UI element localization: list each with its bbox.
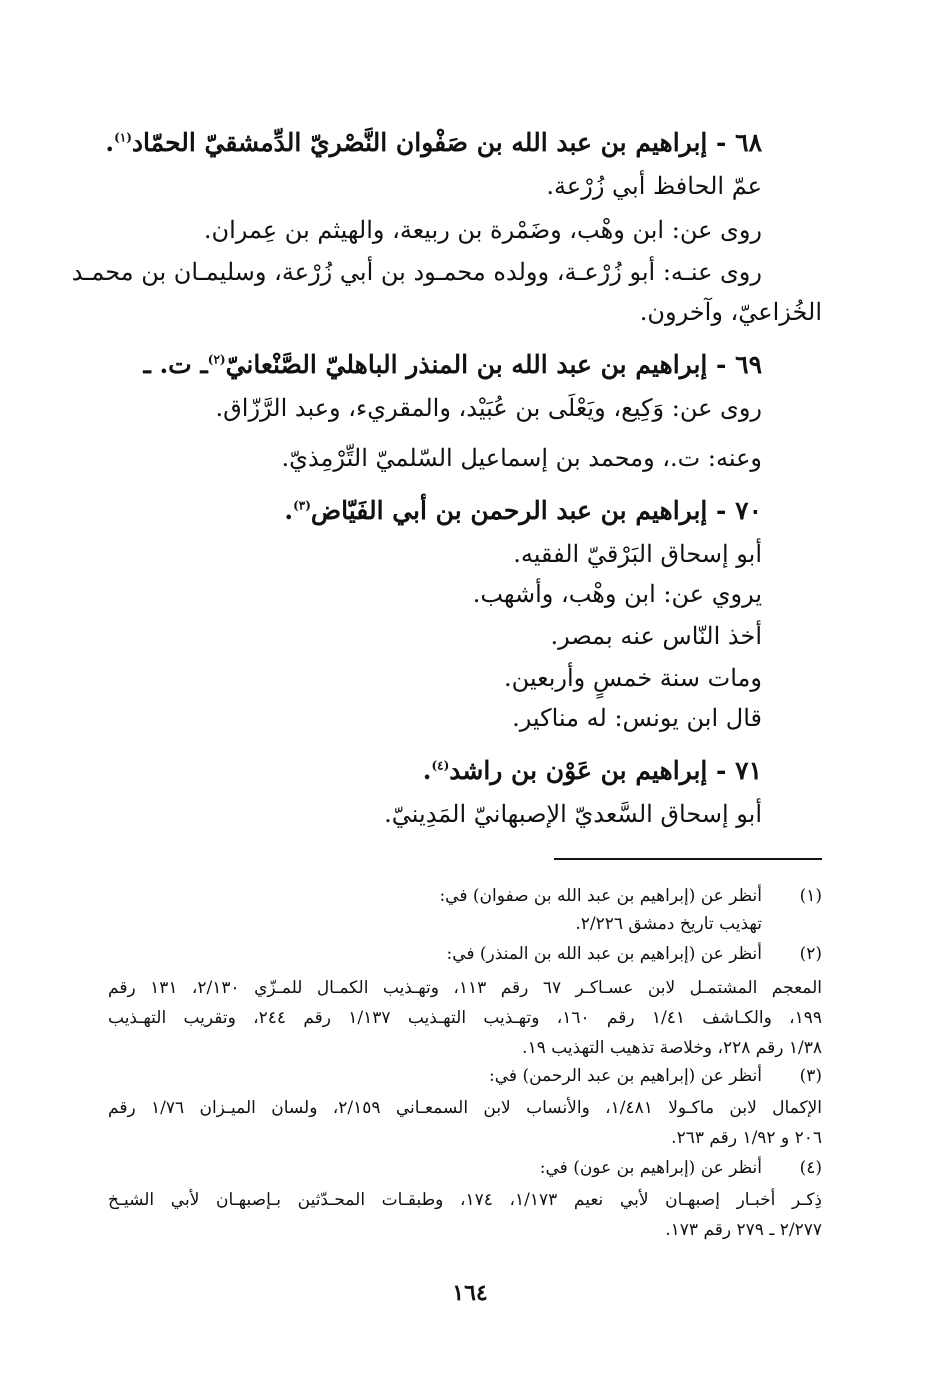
entry-68-line-1: عمّ الحافظ أبي زُرْعة.: [546, 172, 762, 200]
entry-69-line-1: روى عن: وَكِيع، ويَعْلَى بن عُبَيْد، والمقريء، وعبد الرَّزّاق.: [215, 394, 762, 422]
footnote-2-line-4: ١/٣٨ رقم ٢٢٨، وخلاصة تذهيب التهذيب ١٩.: [522, 1038, 822, 1058]
footnote-3-line-2: الإكمال لابن ماكـولا ١/٤٨١، والأنساب لابن السمعـاني ٢/١٥٩، ولسان الميـزان ١/٧٦ رقم: [108, 1098, 822, 1118]
footnote-2-line-2: المعجم المشتمـل لابن عسـاكـر ٦٧ رقم ١١٣، وتهـذيب الكمـال للمـزّي ٢/١٣٠، ١٣١ رقم: [108, 978, 822, 998]
entry-70-heading: ٧٠ - إبراهيم بن عبد الرحمن بن أبي الفَيّاض$^{(٣)}$.: [284, 496, 762, 525]
footnote-3-line-1: أنظر عن (إبراهيم بن عبد الرحمن) في:: [489, 1066, 762, 1086]
footnote-separator: [554, 858, 822, 860]
entry-71-line-1: أبو إسحاق السَّعديّ الإصبهانيّ المَدِينيّ.: [384, 800, 762, 828]
entry-68-line-3: روى عنـه: أبو زُرْعـة، وولده محمـود بن أبي زُرْعة، وسليمـان بن محمـد: [71, 258, 762, 286]
entry-70-line-4: ومات سنة خمسٍ وأربعين.: [503, 664, 762, 692]
entry-70-line-3: أخذ النّاس عنه بمصر.: [550, 622, 762, 650]
footnote-3-number: (٣): [799, 1066, 822, 1086]
entry-70-line-5: قال ابن يونس: له مناكير.: [512, 704, 762, 732]
entry-68-line-4: الخُزاعيّ، وآخرون.: [639, 298, 822, 326]
footnote-4-line-1: أنظر عن (إبراهيم بن عون) في:: [539, 1158, 762, 1178]
footnote-2-line-1: أنظر عن (إبراهيم بن عبد الله بن المنذر) في:: [446, 944, 762, 964]
entry-69-line-2: وعنه: ت.، ومحمد بن إسماعيل السّلميّ التِّرْمِذيّ.: [281, 444, 762, 472]
footnote-ref-3: (٣): [293, 498, 311, 513]
footnote-3-line-3: ٢٠٦ و ١/٩٢ رقم ٢٦٣.: [671, 1128, 822, 1148]
entry-68-line-2: روى عن: ابن وهْب، وضَمْرة بن ربيعة، والهيثم بن عِمران.: [203, 216, 762, 244]
footnote-1-line-1: أنظر عن (إبراهيم بن عبد الله بن صفوان) في:: [439, 886, 762, 906]
entry-70-line-1: أبو إسحاق البَرْقيّ الفقيه.: [513, 540, 762, 568]
footnote-4-line-3: ٢/٢٧٧ ـ ٢٧٩ رقم ١٧٣.: [665, 1220, 822, 1240]
entry-68-heading: ٦٨ - إبراهيم بن عبد الله بن صَفْوان النَّصْريّ الدِّمشقيّ الحمّاد$^{(١)}$.: [105, 128, 762, 157]
footnote-1-line-2: تهذيب تاريخ دمشق ٢/٢٢٦.: [575, 914, 762, 934]
footnote-ref-1: (١): [114, 130, 132, 145]
entry-69-heading: ٦٩ - إبراهيم بن عبد الله بن المنذر الباهليّ الصَّنْعانيّ$^{(٢)}$ـ ت. ـ: [143, 350, 762, 379]
entry-71-heading: ٧١ - إبراهيم بن عَوْن بن راشد$^{(٤)}$.: [422, 756, 762, 785]
footnote-2-number: (٢): [799, 944, 822, 964]
footnote-1-number: (١): [799, 886, 822, 906]
footnote-4-number: (٤): [799, 1158, 822, 1178]
footnote-ref-4: (٤): [431, 758, 450, 773]
footnote-4-line-2: ذِكـر أخبـار إصبهـان لأبي نعيم ١/١٧٣، ١٧٤، وطبقـات المحـدّثين بـإصبهـان لأبي الشيـخ: [108, 1190, 822, 1210]
page-number: ١٦٤: [452, 1280, 488, 1306]
footnote-ref-2: (٢): [207, 352, 226, 367]
entry-70-line-2: يروي عن: ابن وهْب، وأشهب.: [472, 580, 762, 608]
footnote-2-line-3: ١٩٩، والكـاشف ١/٤١ رقم ١٦٠، وتهـذيب التهـذيب ١/١٣٧ رقم ٢٤٤، وتقريب التهـذيب: [108, 1008, 823, 1028]
